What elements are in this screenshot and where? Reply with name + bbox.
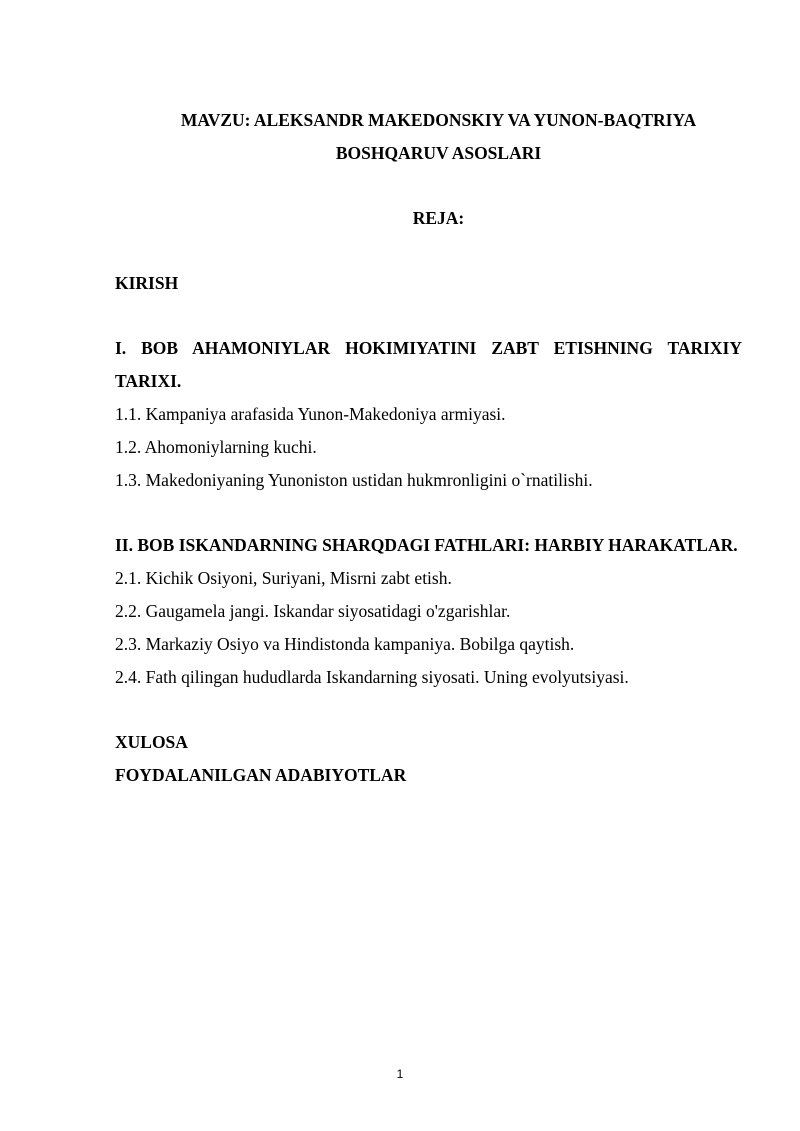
references-heading: FOYDALANILGAN ADABIYOTLAR	[115, 765, 407, 785]
chapter-2	[115, 529, 742, 694]
plan-heading: REJA:	[412, 208, 465, 228]
chapter-1-title: I. BOB AHAMONIYLAR HOKIMIYATINI ZABT ETISHNING TARIXIY TARIXI.	[115, 338, 742, 391]
document-title-line-1: MAVZU: ALEKSANDR MAKEDONSKIY VA YUNON-BAQTRIYA	[180, 110, 697, 130]
chapter-2-title: II. BOB ISKANDARNING SHARQDAGI FATHLARI: HARBIY HARAKATLAR.	[115, 535, 738, 555]
page-number: 1	[396, 1067, 404, 1081]
chapter-2-item-3: 2.3. Markaziy Osiyo va Hindistonda kampaniya. Bobilga qaytish.	[115, 634, 575, 654]
document-content	[115, 104, 742, 792]
introduction-heading: KIRISH	[115, 273, 179, 293]
conclusion-heading: XULOSA	[115, 732, 188, 752]
document-title-line-2: BOSHQARUV ASOSLARI	[335, 143, 542, 163]
chapter-2-item-1: 2.1. Kichik Osiyoni, Suriyani, Misrni zabt etish.	[115, 568, 452, 588]
chapter-1-item-1: 1.1. Kampaniya arafasida Yunon-Makedoniya armiyasi.	[115, 404, 506, 424]
chapter-1	[115, 332, 742, 497]
chapter-1-item-2: 1.2. Ahomoniylarning kuchi.	[115, 437, 317, 457]
chapter-2-item-2: 2.2. Gaugamela jangi. Iskandar siyosatidagi o'zgarishlar.	[115, 601, 511, 621]
chapter-1-item-3: 1.3. Makedoniyaning Yunoniston ustidan hukmronligini o`rnatilishi.	[115, 470, 593, 490]
chapter-2-item-4: 2.4. Fath qilingan hududlarda Iskandarning siyosati. Uning evolyutsiyasi.	[115, 667, 629, 687]
